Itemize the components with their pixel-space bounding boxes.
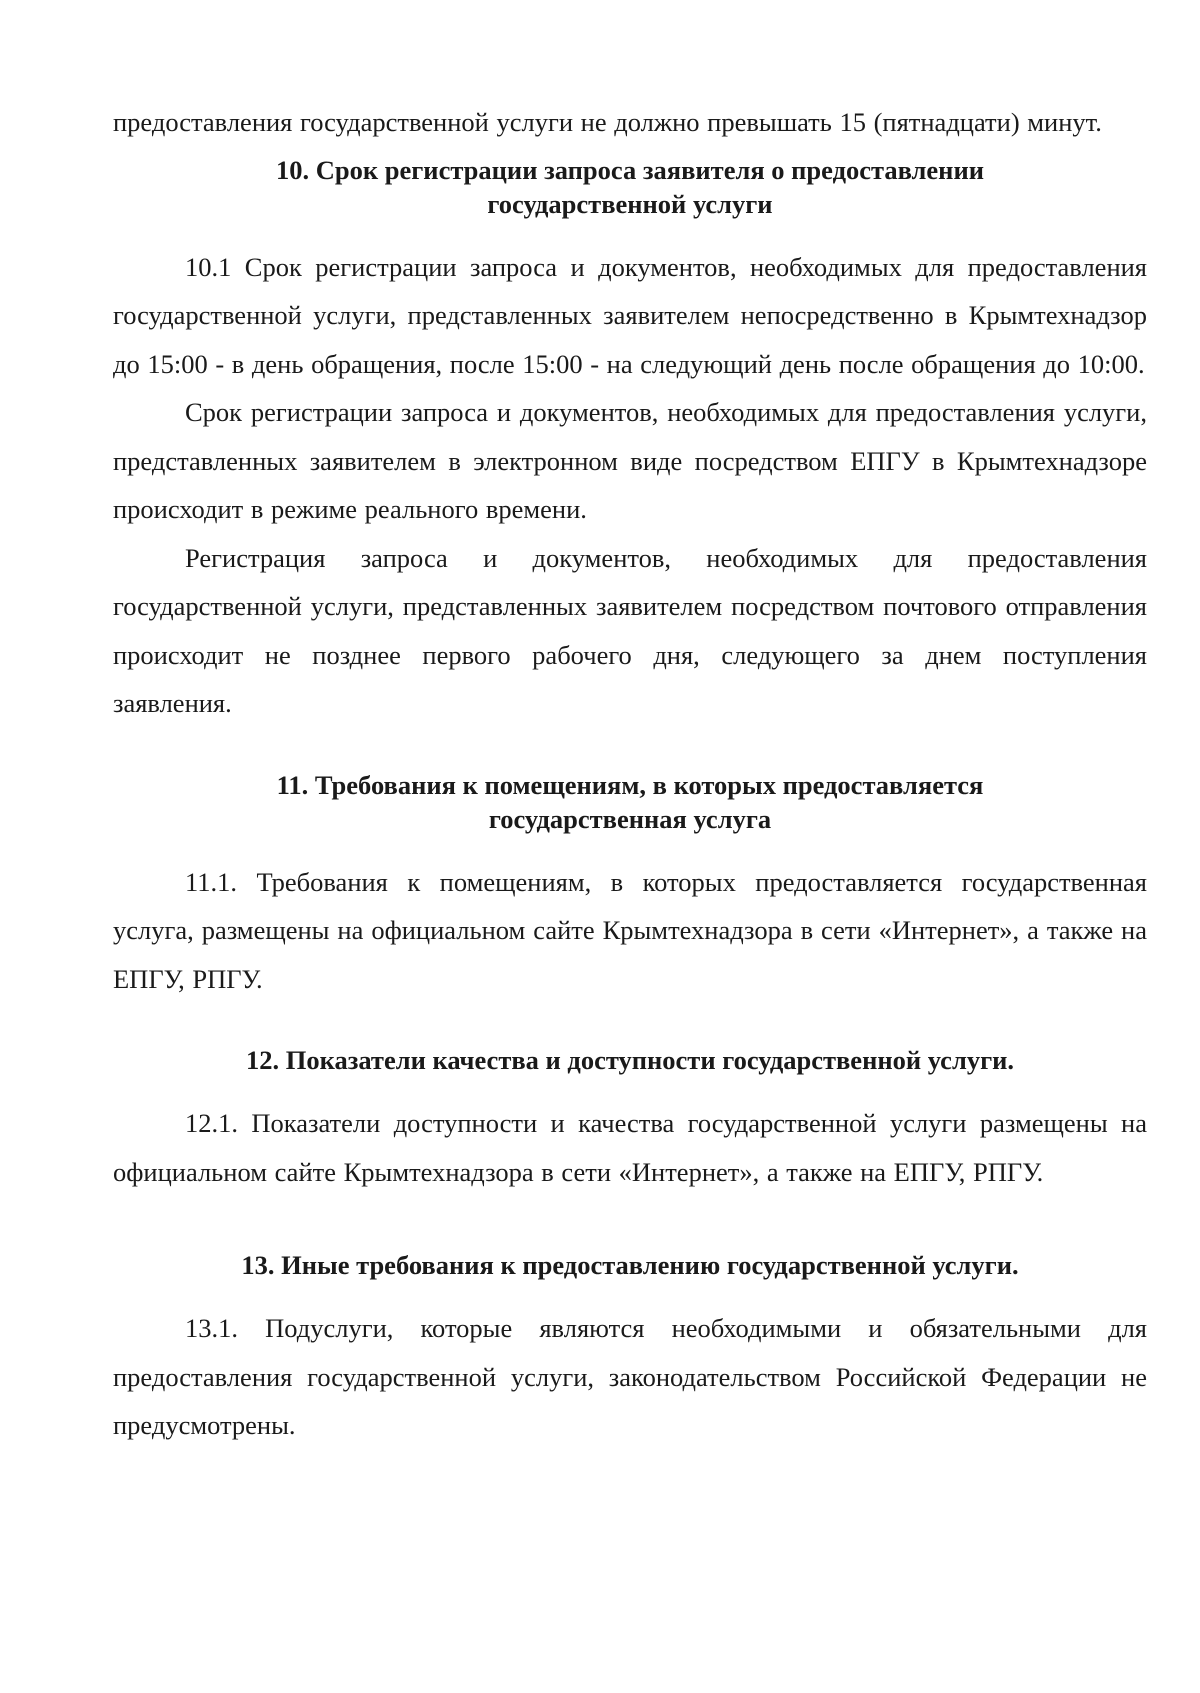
section-13-heading: 13. Иные требования к предоставлению государственной услуги.: [241, 1250, 1019, 1280]
section-10-heading-line1: 10. Срок регистрации запроса заявителя о предоставлении: [276, 154, 984, 185]
intro-paragraph: предоставления государственной услуги не должно превышать 15 (пятнадцати) минут.: [113, 107, 1102, 137]
section-11-heading-line1: 11. Требования к помещениям, в которых предоставляется: [276, 769, 984, 800]
document-page: [113, 98, 1147, 1450]
section-13-paragraph-1: 13.1. Подуслуги, которые являются необходимыми и обязательными для предоставления государственной услуги, законодательством Российской Федерации не предусмотрены.: [113, 1313, 1147, 1440]
section-10: [113, 153, 1147, 728]
section-13: [113, 1248, 1147, 1450]
section-11-paragraph-1: 11.1. Требования к помещениям, в которых предоставляется государственная услуга, размещены на официальном сайте Крымтехнадзора в сети «Интернет», а также на ЕПГУ, РПГУ.: [113, 866, 1147, 994]
section-11: [113, 768, 1147, 1004]
section-10-paragraph-3: Регистрация запроса и документов, необходимых для предоставления государственной услуги, представленных заявителем посредством почтового отправления происходит не позднее первого рабочего дня, следующего за днем поступления заявления.: [113, 542, 1147, 718]
section-11-heading: [113, 768, 1147, 836]
section-12-heading: 12. Показатели качества и доступности государственной услуги.: [245, 1045, 1014, 1075]
section-11-heading-line2: государственная услуга: [488, 803, 772, 834]
section-10-paragraph-2: Срок регистрации запроса и документов, необходимых для предоставления услуги, представленных заявителем в электронном виде посредством ЕПГУ в Крымтехнадзоре происходит в режиме реального времени.: [113, 397, 1147, 524]
section-10-heading: [113, 153, 1147, 221]
section-12-paragraph-1: 12.1. Показатели доступности и качества государственной услуги размещены на официальном сайте Крымтехнадзора в сети «Интернет», а также на ЕПГУ, РПГУ.: [113, 1108, 1147, 1187]
section-10-heading-line2: государственной услуги: [487, 188, 773, 219]
section-10-paragraph-1: 10.1 Срок регистрации запроса и документов, необходимых для предоставления государственной услуги, представленных заявителем непосредственно в Крымтехнадзор до 15:00 - в день обращения, после 15:00 - на следующий день после обращения до 10:00.: [113, 251, 1147, 379]
section-12: [113, 1043, 1147, 1196]
